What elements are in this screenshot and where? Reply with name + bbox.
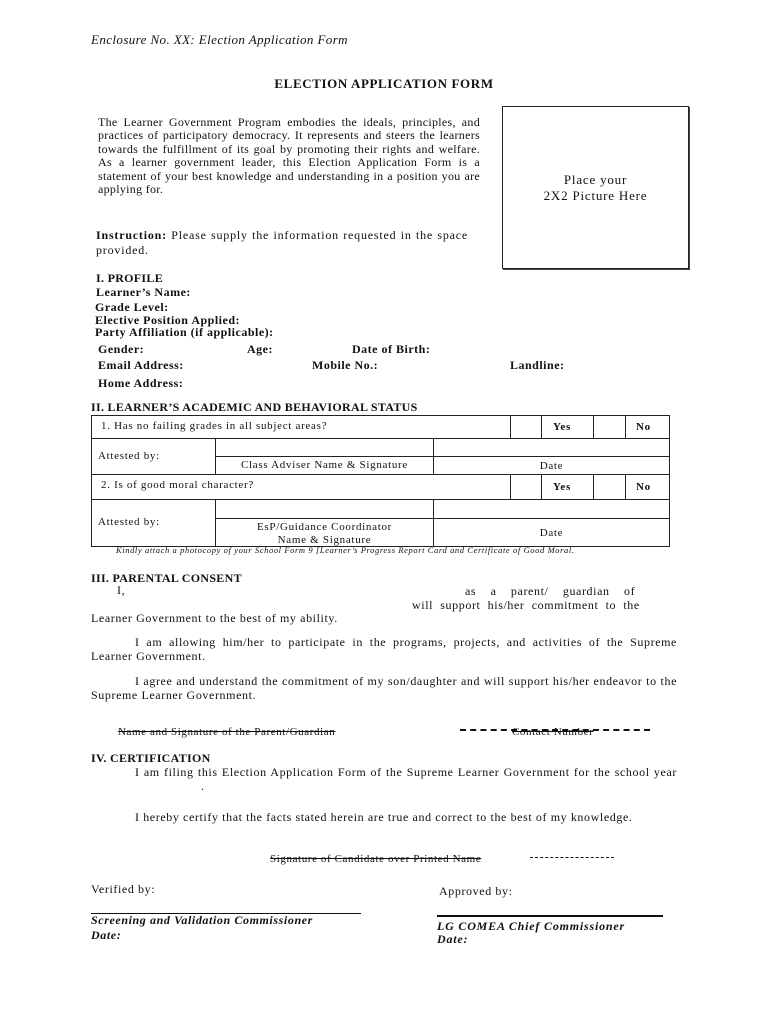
esp-caption-1: EsP/Guidance Coordinator [256,521,393,533]
consent-as-parent: as a parent/ guardian of [465,584,636,598]
esp-date-label: Date [539,527,564,539]
esp-date-cell [433,518,670,547]
esp-signature-field[interactable] [215,499,434,519]
adviser-date-cell [433,456,670,475]
profile-heading: I. PROFILE [96,271,164,285]
approved-by-label: Approved by: [439,884,513,898]
email-label: Email Address: [98,358,184,372]
esp-caption-cell [215,518,434,547]
q1-text: 1. Has no failing grades in all subject areas? [101,420,328,432]
q1-no-cell [625,415,670,439]
cert-para1 [91,765,677,793]
contact-label: Contact Number [512,726,594,738]
consent-i: I, [117,583,126,597]
candidate-signature-label: Signature of Candidate over Printed Name [270,853,482,865]
q2-yes-label: Yes [553,481,571,493]
certification-heading: IV. CERTIFICATION [91,751,211,765]
party-affiliation-label: Party Affiliation (if applicable): [95,325,274,339]
instruction-label: Instruction: [96,228,167,242]
instruction-text: Please supply the information requested in the space provided. [96,228,468,257]
q2-text: 2. Is of good moral character? [101,479,254,491]
attachment-note: Kindly attach a photocopy of your School Form 9 [Learner’s Progress Report Card and Certificate of Good Moral. [116,545,575,555]
comea-date-label: Date: [437,932,469,946]
adviser-signature-field[interactable] [215,438,434,457]
photo-placeholder [502,172,689,204]
cert-para2: I hereby certify that the facts stated herein are true and correct to the best of my knowledge. [135,810,633,824]
q1-no-label: No [636,421,651,433]
attest-2-label: Attested by: [98,516,160,528]
photo-line-2: 2X2 Picture Here [543,188,648,203]
consent-para3: I agree and understand the commitment of my son/daughter and will support his/her endeavor to the Supreme Learner Government. [91,674,677,702]
elective-position-label: Elective Position Applied: [95,313,240,327]
q2-no-label: No [636,481,651,493]
learner-name-label: Learner’s Name: [96,285,191,299]
mobile-label: Mobile No.: [312,358,379,372]
landline-label: Landline: [510,358,565,372]
comea-label: LG COMEA Chief Commissioner [437,919,625,933]
verified-by-label: Verified by: [91,882,156,896]
consent-heading: III. PARENTAL CONSENT [91,571,242,585]
q2-cell [91,474,511,500]
gender-label: Gender: [98,342,145,356]
intro-paragraph: The Learner Government Program embodies the ideals, principles, and practices of participatory democracy. It represents and steers the learners towards the fulfillment of its goal by promoting their rights and welfare. As a learner government leader, this Election Application Form is a statement of your best knowledge and understanding in a position you are applying for. [98,116,480,197]
academic-heading: II. LEARNER’S ACADEMIC AND BEHAVIORAL STATUS [91,400,418,414]
q1-cell [91,415,511,439]
dob-label: Date of Birth: [352,342,431,356]
photo-line-1: Place your [563,172,628,187]
esp-caption-2: Name & Signature [277,534,372,546]
attest-1-label: Attested by: [98,450,160,462]
q1-yes-cell [541,415,594,439]
q1-yes-checkbox[interactable] [510,415,542,439]
q1-no-checkbox[interactable] [593,415,626,439]
candidate-line-dash [530,857,614,858]
consent-will-support: will support his/her commitment to the [412,598,640,612]
screening-date-label: Date: [91,928,122,942]
enclosure-label: Enclosure No. XX: Election Application Form [91,32,348,47]
parent-signature-label: Name and Signature of the Parent/Guardian [118,726,336,738]
screening-label: Screening and Validation Commissioner [91,913,313,927]
grade-level-label: Grade Level: [95,300,169,314]
consent-para2: I am allowing him/her to participate in the programs, projects, and activities of the Supreme Learner Government. [91,635,677,663]
age-label: Age: [247,342,273,356]
adviser-caption-cell [215,456,434,475]
cert-para1-end: . [201,779,205,793]
consent-line3: Learner Government to the best of my ability. [91,611,338,625]
q2-no-cell [625,474,670,500]
form-title: ELECTION APPLICATION FORM [274,76,494,91]
home-address-label: Home Address: [98,376,184,390]
q2-yes-checkbox[interactable] [510,474,542,500]
adviser-date-label: Date [539,460,564,472]
instruction [96,228,468,258]
adviser-caption: Class Adviser Name & Signature [240,459,409,471]
q1-yes-label: Yes [553,421,571,433]
q2-yes-cell [541,474,594,500]
q2-no-checkbox[interactable] [593,474,626,500]
cert-para1-text: I am filing this Election Application Form of the Supreme Learner Government for the school year [135,765,677,779]
comea-signature-line[interactable] [437,915,663,917]
